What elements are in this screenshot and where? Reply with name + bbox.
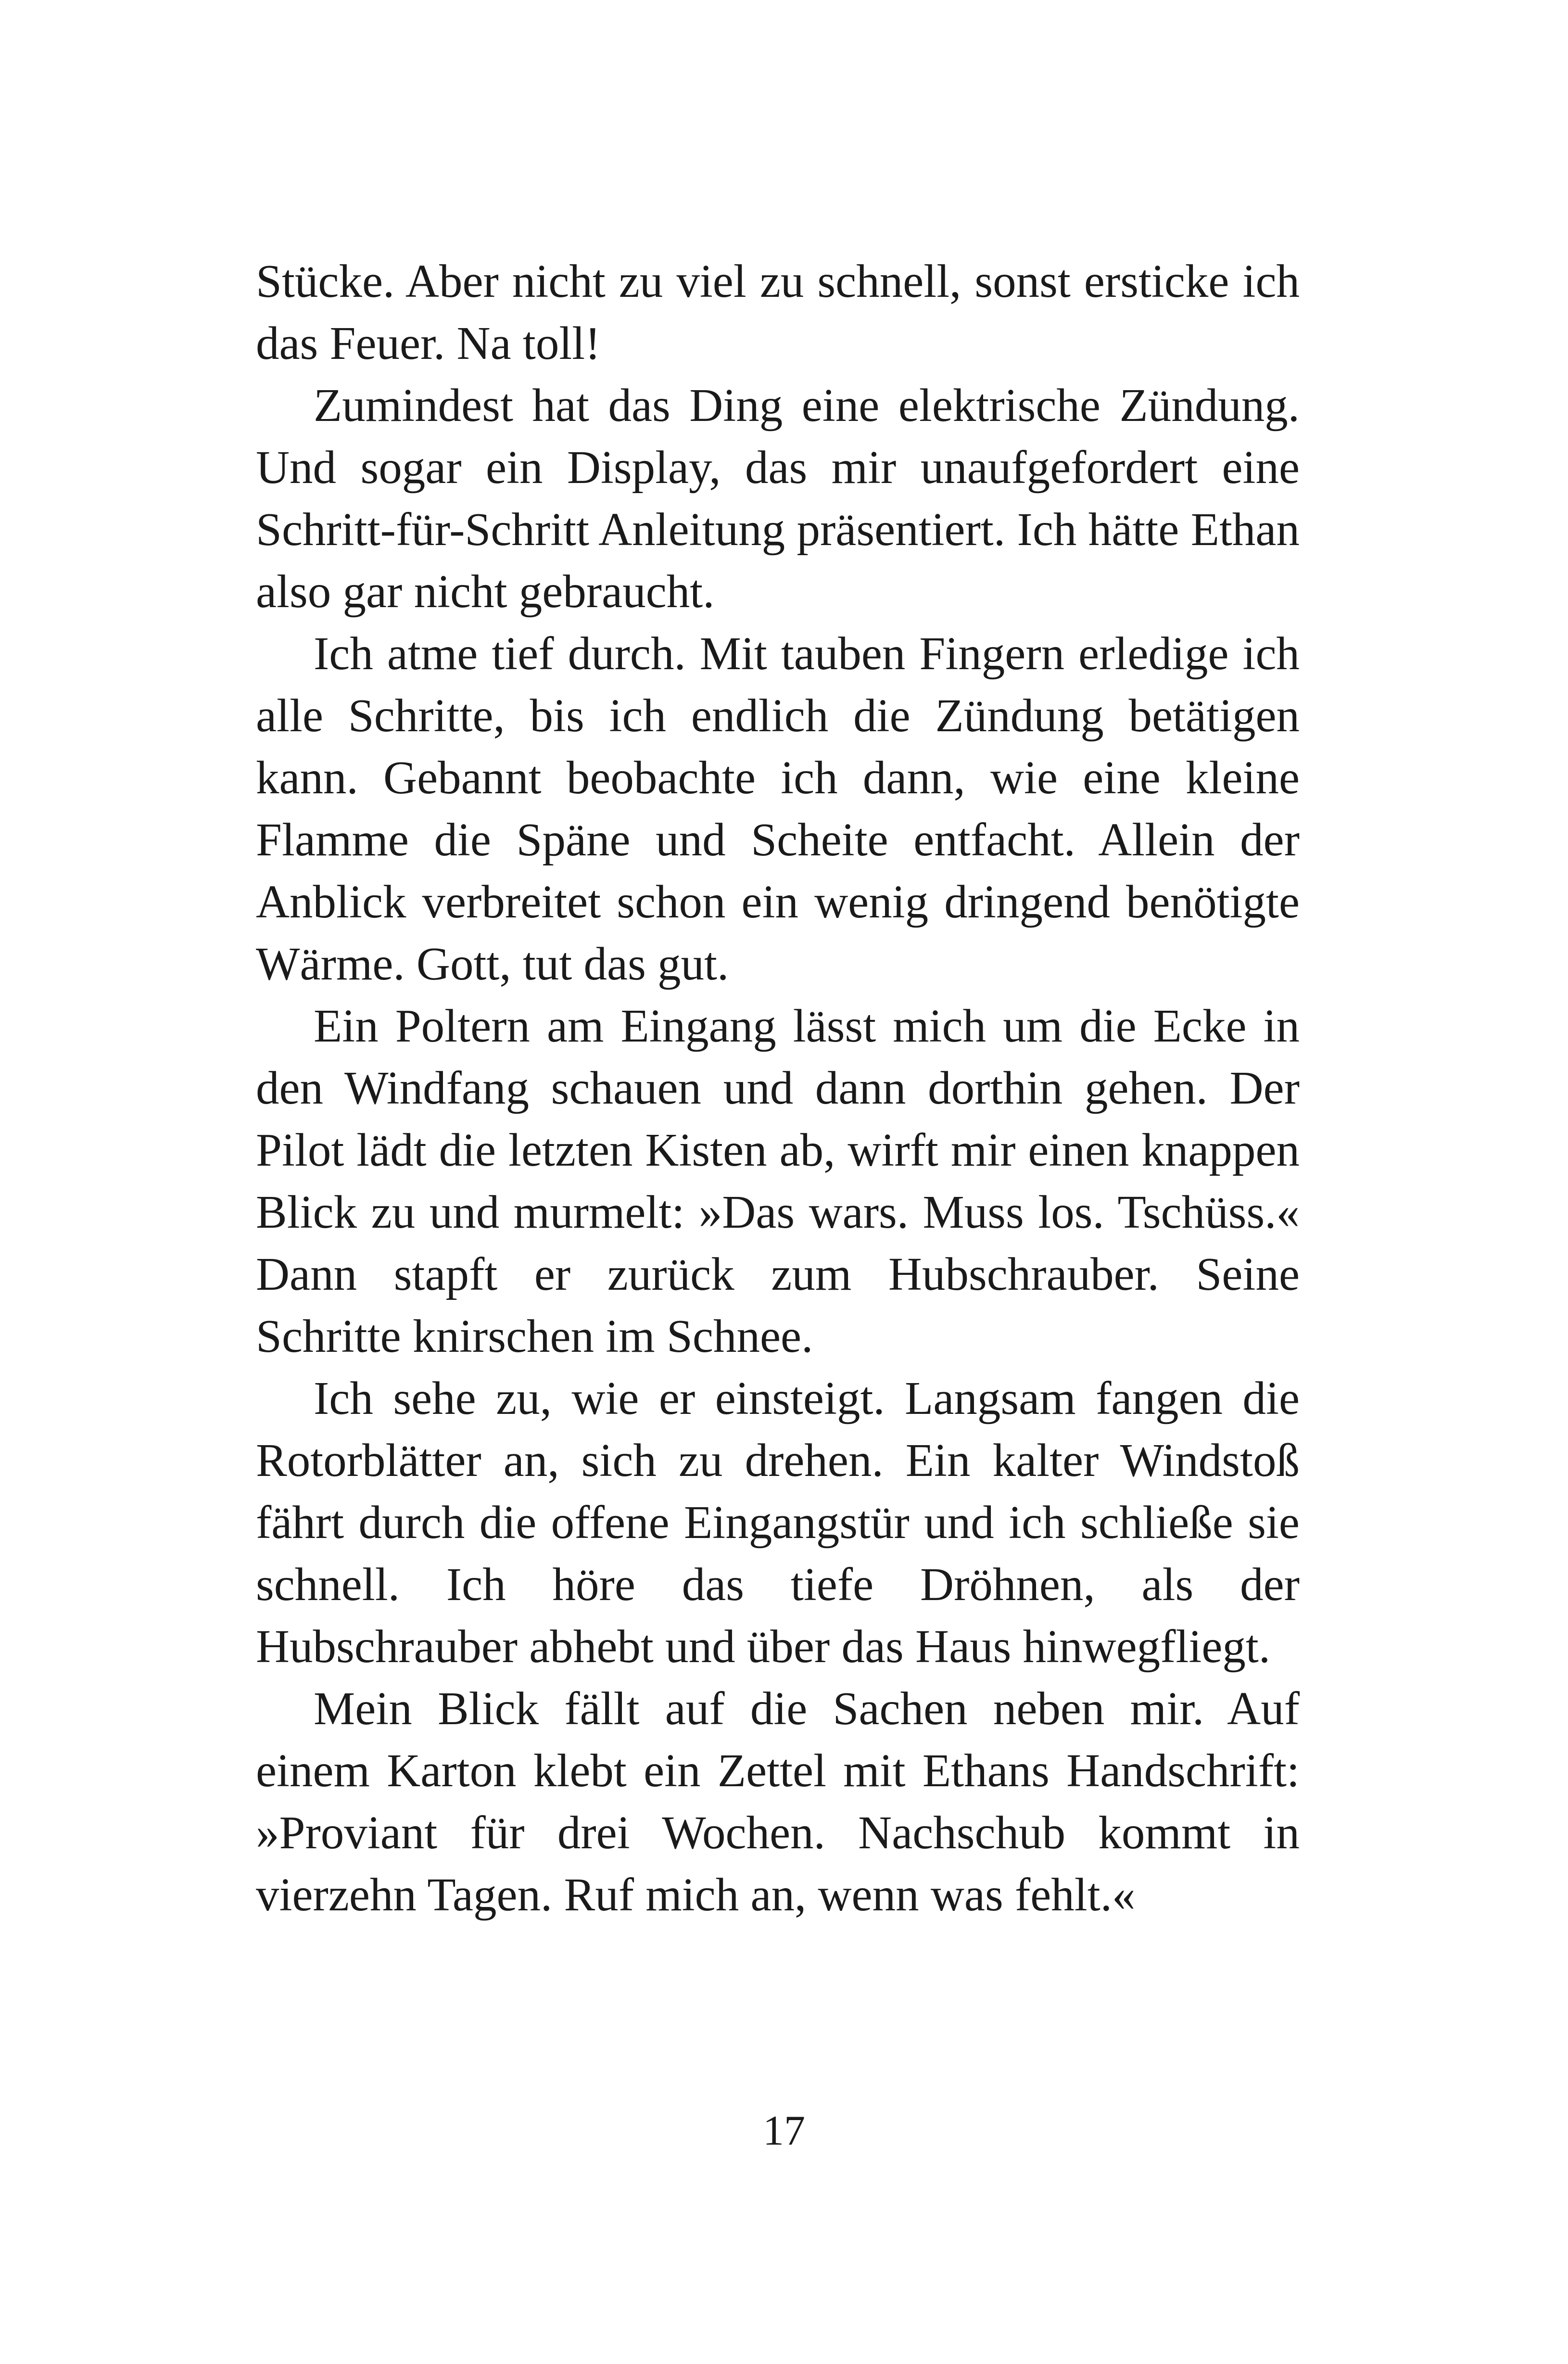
- paragraph: Zumindest hat das Ding eine elektrische Zündung. Und sogar ein Display, das mir unaufgefordert eine Schritt-für-Schritt Anleitung präsentiert. Ich hätte Ethan also gar nicht gebraucht.: [256, 380, 1300, 617]
- paragraph: Ein Poltern am Eingang lässt mich um die Ecke in den Windfang schauen und dann dorthin gehen. Der Pilot lädt die letzten Kisten ab, wirft mir einen knappen Blick zu und murmelt: »Das wars. Muss los. Tschüss.« Dann stapft er zurück zum Hubschrauber. Seine Schritte knirschen im Schnee.: [256, 1000, 1300, 1362]
- body-text: [256, 250, 1300, 1926]
- page-number: 17: [763, 2108, 805, 2154]
- paragraph: Ich atme tief durch. Mit tauben Fingern erledige ich alle Schritte, bis ich endlich die Zündung betätigen kann. Gebannt beobachte ich dann, wie eine kleine Flamme die Späne und Scheite entfacht. Allein der Anblick verbreitet schon ein wenig dringend benötigte Wärme. Gott, tut das gut.: [256, 628, 1300, 990]
- paragraph: Ich sehe zu, wie er einsteigt. Langsam fangen die Rotorblätter an, sich zu drehen. Ein kalter Windstoß fährt durch die offene Eingangstür und ich schließe sie schnell. Ich höre das tiefe Dröhnen, als der Hubschrauber abhebt und über das Haus hinwegfliegt.: [256, 1373, 1300, 1672]
- paragraph: Mein Blick fällt auf die Sachen neben mir. Auf einem Karton klebt ein Zettel mit Ethans Handschrift: »Proviant für drei Wochen. Nachschub kommt in vierzehn Tagen. Ruf mich an, wenn was fehlt.«: [256, 1683, 1300, 1920]
- paragraph: Stücke. Aber nicht zu viel zu schnell, sonst ersticke ich das Feuer. Na toll!: [256, 255, 1300, 369]
